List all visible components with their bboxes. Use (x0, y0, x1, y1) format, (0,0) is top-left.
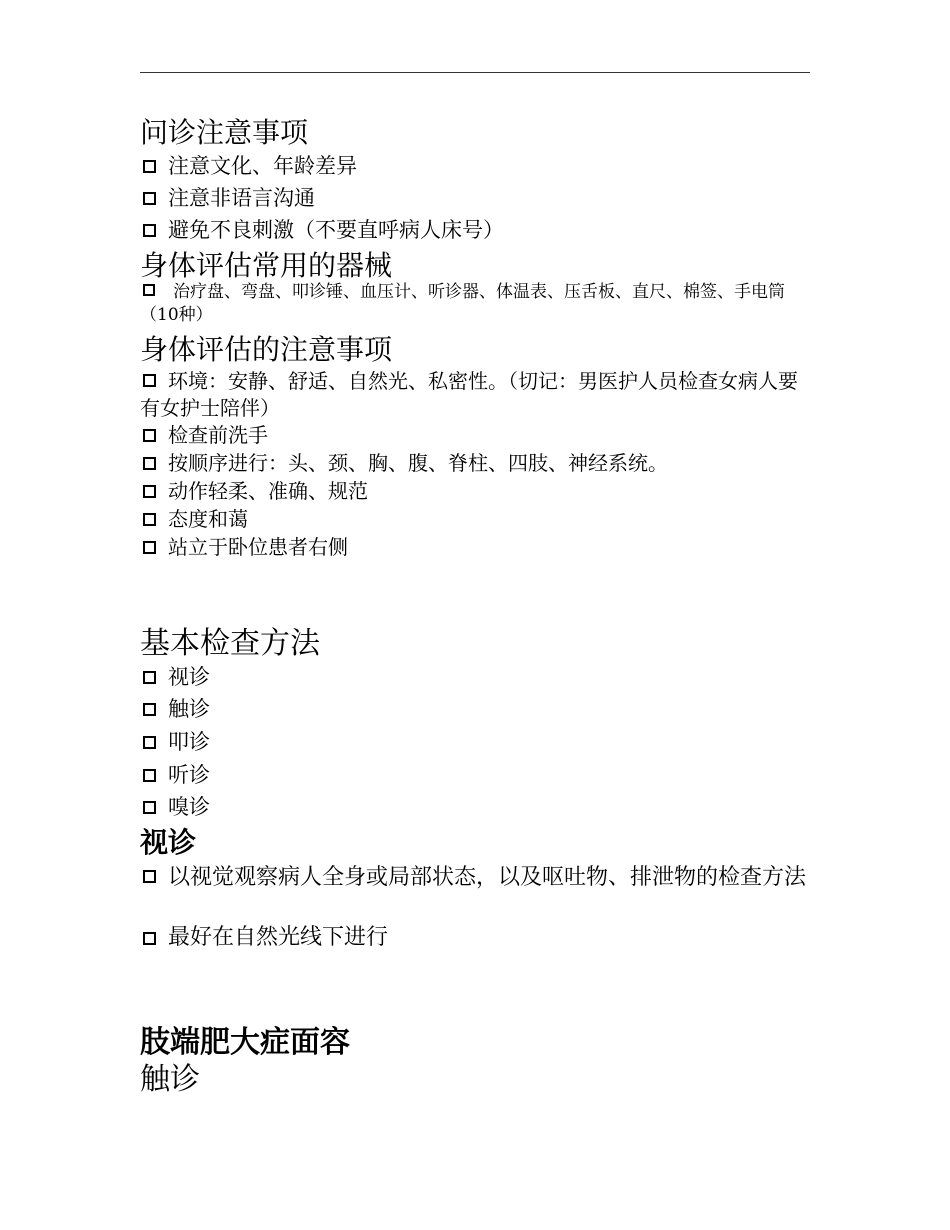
checkbox-icon (143, 429, 156, 442)
heading-palpation: 触诊 (140, 1062, 200, 1097)
checkbox-icon (143, 801, 156, 814)
list-item: 检查前洗手 (140, 422, 268, 448)
checkbox-icon (143, 224, 156, 237)
heading-acromegaly: 肢端肥大症面容 (140, 1025, 350, 1060)
checkbox-icon (143, 457, 156, 470)
list-item: 环境：安静、舒适、自然光、私密性。（切记：男医护人员检查女病人要有女护士陪伴） (140, 369, 798, 420)
list-item: 视诊 (140, 664, 210, 690)
list-item: 治疗盘、弯盘、叩诊锤、血压计、听诊器、体温表、压舌板、直尺、棉签、手电筒（10种） (140, 282, 785, 325)
checkbox-icon (143, 736, 156, 749)
checkbox-icon (143, 160, 156, 173)
list-item: 叩诊 (140, 729, 210, 755)
checkbox-icon (143, 485, 156, 498)
list-item: 触诊 (140, 696, 210, 722)
list-item: 注意文化、年龄差异 (140, 153, 357, 179)
heading-inquiry: 问诊注意事项 (140, 116, 309, 149)
list-item: 听诊 (140, 762, 210, 788)
list-item: 动作轻柔、准确、规范 (140, 478, 368, 504)
list-item: 避免不良刺激（不要直呼病人床号） (140, 217, 504, 243)
checkbox-icon (143, 932, 156, 945)
checkbox-icon (143, 192, 156, 205)
list-item: 态度和蔼 (140, 506, 248, 532)
list-item: 注意非语言沟通 (140, 185, 315, 211)
heading-precautions: 身体评估的注意事项 (140, 333, 393, 366)
checkbox-icon (143, 671, 156, 684)
checkbox-icon (143, 541, 156, 554)
heading-inspection: 视诊 (140, 826, 197, 859)
list-item: 按顺序进行：头、颈、胸、腹、脊柱、四肢、神经系统。 (140, 450, 668, 476)
checkbox-icon (143, 703, 156, 716)
list-item: 最好在自然光线下进行 (140, 925, 388, 951)
checkbox-icon (143, 769, 156, 782)
header-rule (140, 72, 810, 73)
checkbox-icon (143, 374, 156, 387)
list-item: 以视觉观察病人全身或局部状态，以及呕吐物、排泄物的检查方法 (140, 862, 812, 893)
list-item: 嗅诊 (140, 794, 210, 820)
heading-methods: 基本检查方法 (140, 626, 320, 661)
checkbox-icon (143, 870, 156, 883)
heading-instruments: 身体评估常用的器械 (140, 249, 393, 282)
checkbox-icon (143, 284, 155, 296)
list-item: 站立于卧位患者右侧 (140, 534, 348, 560)
checkbox-icon (143, 513, 156, 526)
